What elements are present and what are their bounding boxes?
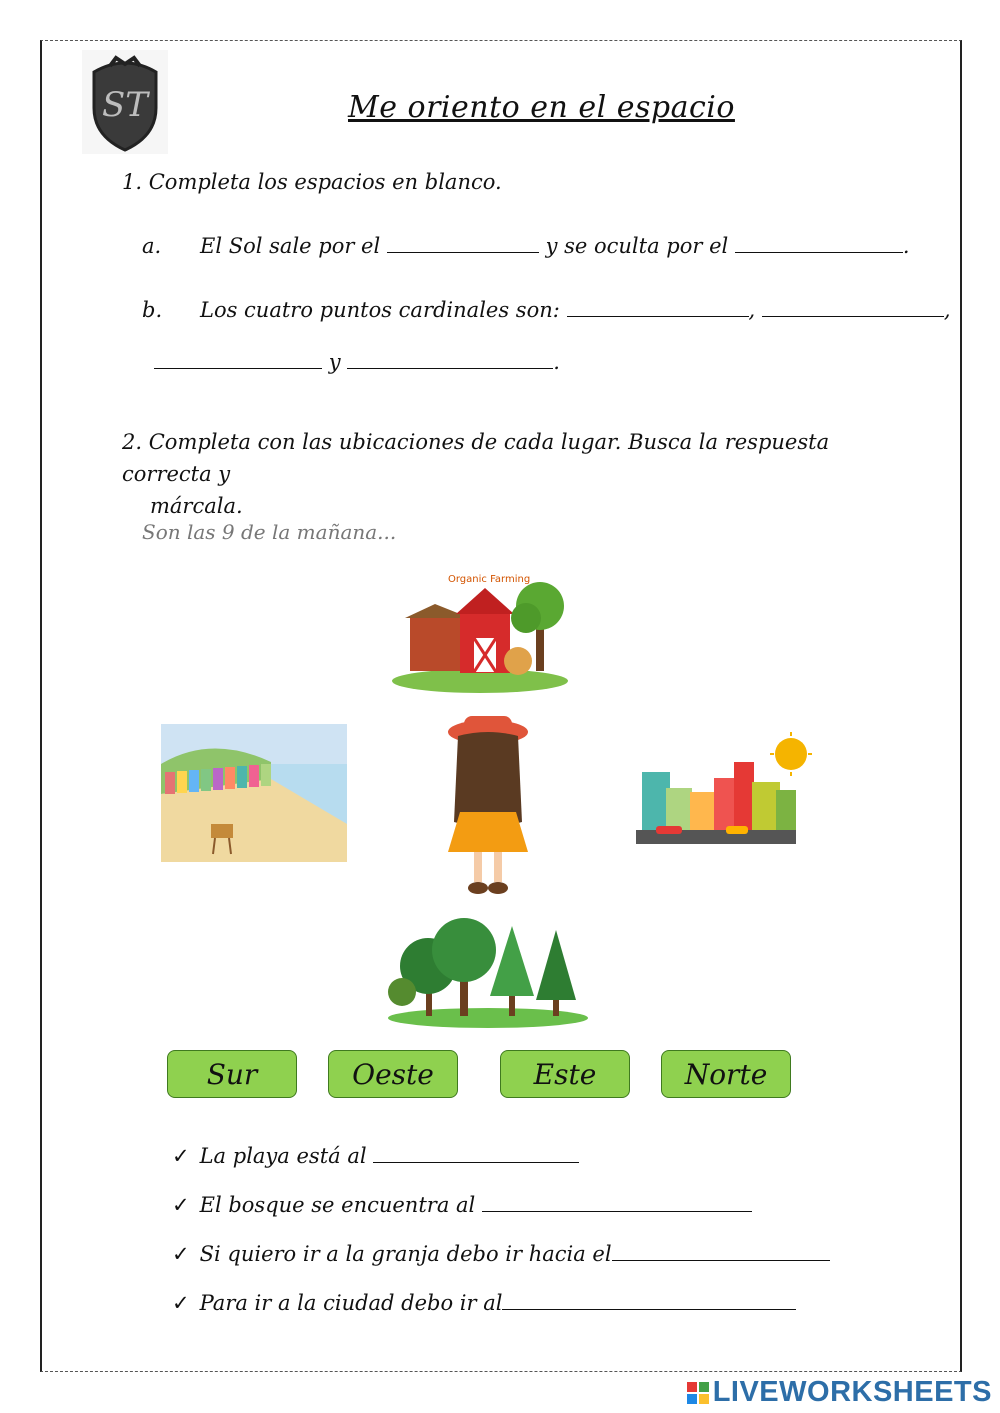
check-icon: ✓ [172, 1291, 190, 1315]
statement-beach: ✓ La playa está al [172, 1144, 579, 1168]
farm-image [390, 566, 570, 696]
blank-farm[interactable] [612, 1242, 830, 1261]
time-note: Son las 9 de la mañana... [142, 520, 397, 544]
logo-letters: ST [102, 85, 148, 125]
question-1b: b. Los cuatro puntos cardinales son: , , [142, 298, 951, 322]
beach-image [161, 724, 347, 862]
word-norte-button[interactable]: Norte [661, 1050, 791, 1098]
liveworksheets-logo-icon [687, 1382, 709, 1404]
check-icon: ✓ [172, 1144, 190, 1168]
forest-image [386, 916, 590, 1028]
statement-city: ✓ Para ir a la ciudad debo ir al [172, 1291, 796, 1315]
blank-city[interactable] [502, 1291, 796, 1310]
blank-sun-rises[interactable] [387, 234, 539, 253]
blank-cardinal-4[interactable] [347, 350, 553, 369]
page-title: Me oriento en el espacio [348, 90, 735, 125]
farm-sign-text: Organic Farming [448, 574, 531, 585]
check-icon: ✓ [172, 1193, 190, 1217]
question-1a: a. El Sol sale por el y se oculta por el . [142, 234, 910, 258]
statement-forest: ✓ El bosque se encuentra al [172, 1193, 752, 1217]
question-1: 1. Completa los espacios en blanco. [122, 170, 502, 194]
blank-forest[interactable] [482, 1193, 752, 1212]
blank-cardinal-2[interactable] [762, 298, 944, 317]
blank-cardinal-3[interactable] [154, 350, 322, 369]
statement-farm: ✓ Si quiero ir a la granja debo ir hacia el [172, 1242, 830, 1266]
city-image [636, 732, 812, 846]
blank-sun-sets[interactable] [735, 234, 903, 253]
word-este-button[interactable]: Este [500, 1050, 630, 1098]
blank-beach[interactable] [373, 1144, 579, 1163]
word-oeste-button[interactable]: Oeste [328, 1050, 458, 1098]
question-1b-cont: y . [154, 350, 560, 374]
check-icon: ✓ [172, 1242, 190, 1266]
word-sur-button[interactable]: Sur [167, 1050, 297, 1098]
school-logo [82, 50, 168, 154]
girl-image [440, 712, 536, 898]
question-2: 2. Completa con las ubicaciones de cada lugar. Busca la respuesta correcta y márcala. [122, 430, 830, 518]
liveworksheets-brand[interactable]: LIVEWORKSHEETS [687, 1376, 992, 1409]
blank-cardinal-1[interactable] [567, 298, 749, 317]
